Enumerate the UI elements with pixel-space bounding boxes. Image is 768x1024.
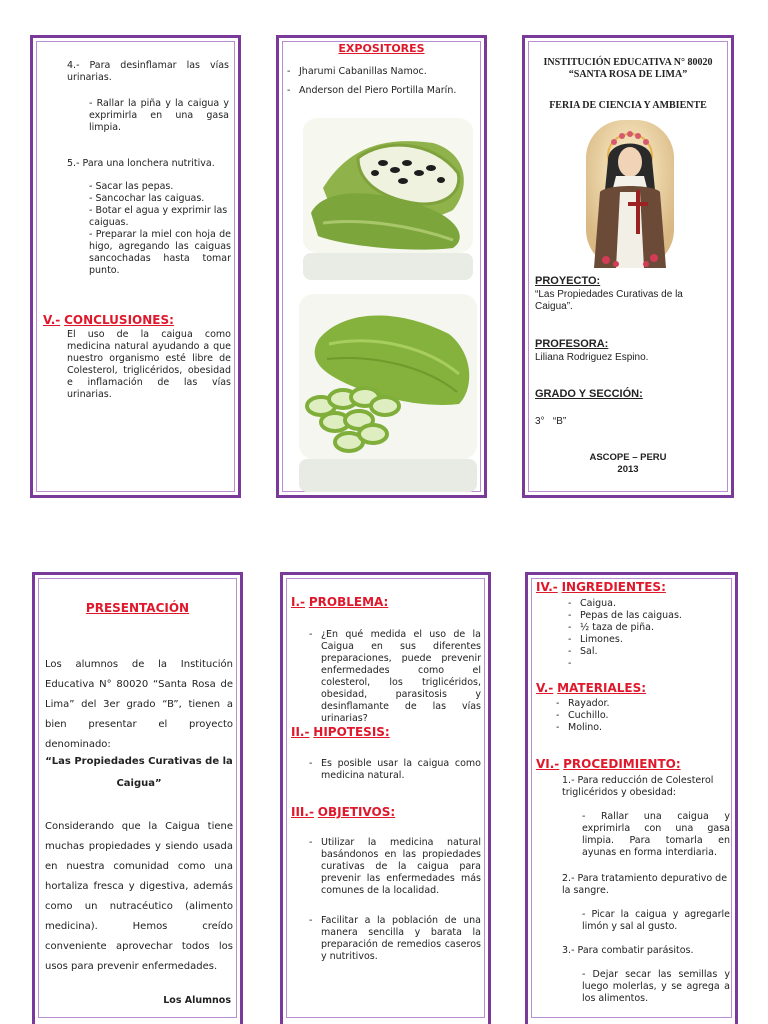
procedure-step-3: 3.- Para combatir parásitos. <box>562 945 694 956</box>
problem-heading <box>291 595 388 609</box>
ingredient-item <box>568 658 718 670</box>
ingredient-item: - ½ taza de piña. <box>568 622 718 634</box>
materials-num: V.- <box>536 681 554 695</box>
presentation-project: “Las Propiedades Curativas de la Caigua” <box>45 756 233 789</box>
problem-num: I.- <box>291 595 306 609</box>
step5-item: - Sacar las pepas. <box>89 181 174 192</box>
presenters-list <box>287 66 477 97</box>
conclusions-heading <box>43 313 174 327</box>
materials-title: MATERIALES: <box>557 681 647 695</box>
objectives-title: OBJETIVOS: <box>317 805 396 819</box>
presentation-title: PRESENTACIÓN <box>85 601 190 615</box>
procedure-title: PROCEDIMIENTO: <box>563 757 681 771</box>
step5-list <box>89 181 231 277</box>
procedure-step-2: 2.- Para tratamiento depurativo de la sangre. <box>562 873 728 896</box>
step5-item: - Botar el agua y exprimir las caiguas. <box>89 205 228 228</box>
teacher-value: Liliana Rodriguez Espino. <box>535 352 649 363</box>
panel-presenters <box>276 35 487 498</box>
step4-title: 4.- Para desinflamar las vías urinarias. <box>67 60 229 83</box>
material-item: - Rayador. <box>556 698 706 710</box>
project-value: “Las Propiedades Curativas de la Caigua”. <box>535 289 683 312</box>
ingredient-item: - Limones. <box>568 634 718 646</box>
panel-ingredients <box>525 572 738 1024</box>
procedure-num: VI.- <box>536 757 560 771</box>
ingredients-heading <box>536 580 666 594</box>
objectives-num: III.- <box>291 805 314 819</box>
teacher-label: PROFESORA: <box>535 338 609 350</box>
school-name: “SANTA ROSA DE LIMA” <box>568 69 688 80</box>
presenter-item: - Jharumi Cabanillas Namoc. <box>287 66 477 78</box>
step5-title: 5.- Para una lonchera nutritiva. <box>67 158 215 169</box>
material-item: - Molino. <box>556 722 706 734</box>
fair-title: FERIA DE CIENCIA Y AMBIENTE <box>549 100 707 111</box>
step5-item: - Preparar la miel con hoja de higo, agregando las caiguas sancochadas hasta tomar punto. <box>89 229 231 276</box>
problem-text: - ¿En qué medida el uso de la Caigua en sus diferentes preparaciones, puede prevenir enfermedades como el colesterol, los triglicéridos, obesidad, parasitosis y desinflamante de las vías urinarias? <box>309 629 481 725</box>
caigua-sliced-image <box>299 294 477 492</box>
presenter-item: - Anderson del Piero Portilla Marín. <box>287 85 477 97</box>
problem-title: PROBLEMA: <box>308 595 389 609</box>
problem-list <box>309 629 481 725</box>
procedure-step-2-detail: - Picar la caigua y agregarle limón y sal al gusto. <box>582 909 730 932</box>
conclusions-num: V.- <box>43 313 61 327</box>
conclusions-title: CONCLUSIONES: <box>64 313 174 327</box>
presentation-signature: Los Alumnos <box>163 995 231 1006</box>
project-label: PROYECTO: <box>535 275 601 287</box>
ingredient-item: - Sal. <box>568 646 718 658</box>
objective-item: - Facilitar a la población de una manera sencilla y barata la preparación de remedios caseros y nutritivos. <box>309 915 481 963</box>
caigua-opened-image <box>303 118 473 280</box>
panel-cover <box>522 35 734 498</box>
step4-item: - Rallar la piña y la caigua y exprimirla en una gasa limpia. <box>89 98 229 133</box>
hypothesis-num: II.- <box>291 725 310 739</box>
procedure-step-1-detail: - Rallar una caigua y exprimirla con una gasa limpia. Para tomarla en ayunas en forma interdiaria. <box>582 811 730 858</box>
ingredient-item: - Pepas de las caiguas. <box>568 610 718 622</box>
institution-name: INSTITUCIÓN EDUCATIVA N° 80020 <box>543 57 713 68</box>
material-item: - Cuchillo. <box>556 710 706 722</box>
place: ASCOPE – PERU <box>589 452 667 463</box>
procedure-step-3-detail: - Dejar secar las semillas y luego molerlas, y se agrega a los alimentos. <box>582 969 730 1004</box>
presentation-p1: Los alumnos de la Institución Educativa N° 80020 “Santa Rosa de Lima” del 3er grado “B”, tienen a bien presentar el proyecto denominado: <box>45 659 233 750</box>
procedure-step-1: 1.- Para reducción de Colesterol triglicéridos y obesidad: <box>562 775 714 798</box>
procedure-heading <box>536 757 681 771</box>
hypothesis-title: HIPOTESIS: <box>313 725 390 739</box>
conclusions-text: El uso de la caigua como medicina natural ayudando a que nuestro organismo esté libre de Colesterol, triglicéridos, obesidad e inflamación de las vías urinarias. <box>67 329 231 400</box>
ingredients-num: IV.- <box>536 580 558 594</box>
presentation-p2: Considerando que la Caigua tiene muchas propiedades y siendo usada en nuestra comunidad como una hortaliza fresca y digestiva, además como un nutracéutico (alimento medicina). Hemos creído conveniente aprovechar todos los usos para prevenir enfermedades. <box>45 821 233 972</box>
panel-procedure-continued <box>30 35 241 498</box>
ingredients-list <box>568 598 718 670</box>
materials-heading <box>536 681 646 695</box>
grade-value: 3° “B” <box>535 416 567 427</box>
materials-list <box>556 698 706 734</box>
presenters-title: EXPOSITORES <box>338 42 425 55</box>
objectives-heading <box>291 805 395 819</box>
panel-presentation <box>32 572 243 1024</box>
grade-label: GRADO Y SECCIÓN: <box>535 388 643 400</box>
santa-rosa-image <box>586 120 674 268</box>
objective-item: - Utilizar la medicina natural basándonos en las propiedades curativas de la caigua para prevenir las enfermedades más comunes de la localidad. <box>309 837 481 897</box>
hypothesis-list <box>309 758 481 782</box>
step5-item: - Sancochar las caiguas. <box>89 193 205 204</box>
panel-problem <box>280 572 491 1024</box>
ingredient-item: - Caigua. <box>568 598 718 610</box>
ingredients-title: INGREDIENTES: <box>561 580 666 594</box>
hypothesis-heading <box>291 725 390 739</box>
hypothesis-text: - Es posible usar la caigua como medicina natural. <box>309 758 481 782</box>
year: 2013 <box>617 464 639 475</box>
objectives-list <box>309 837 481 963</box>
